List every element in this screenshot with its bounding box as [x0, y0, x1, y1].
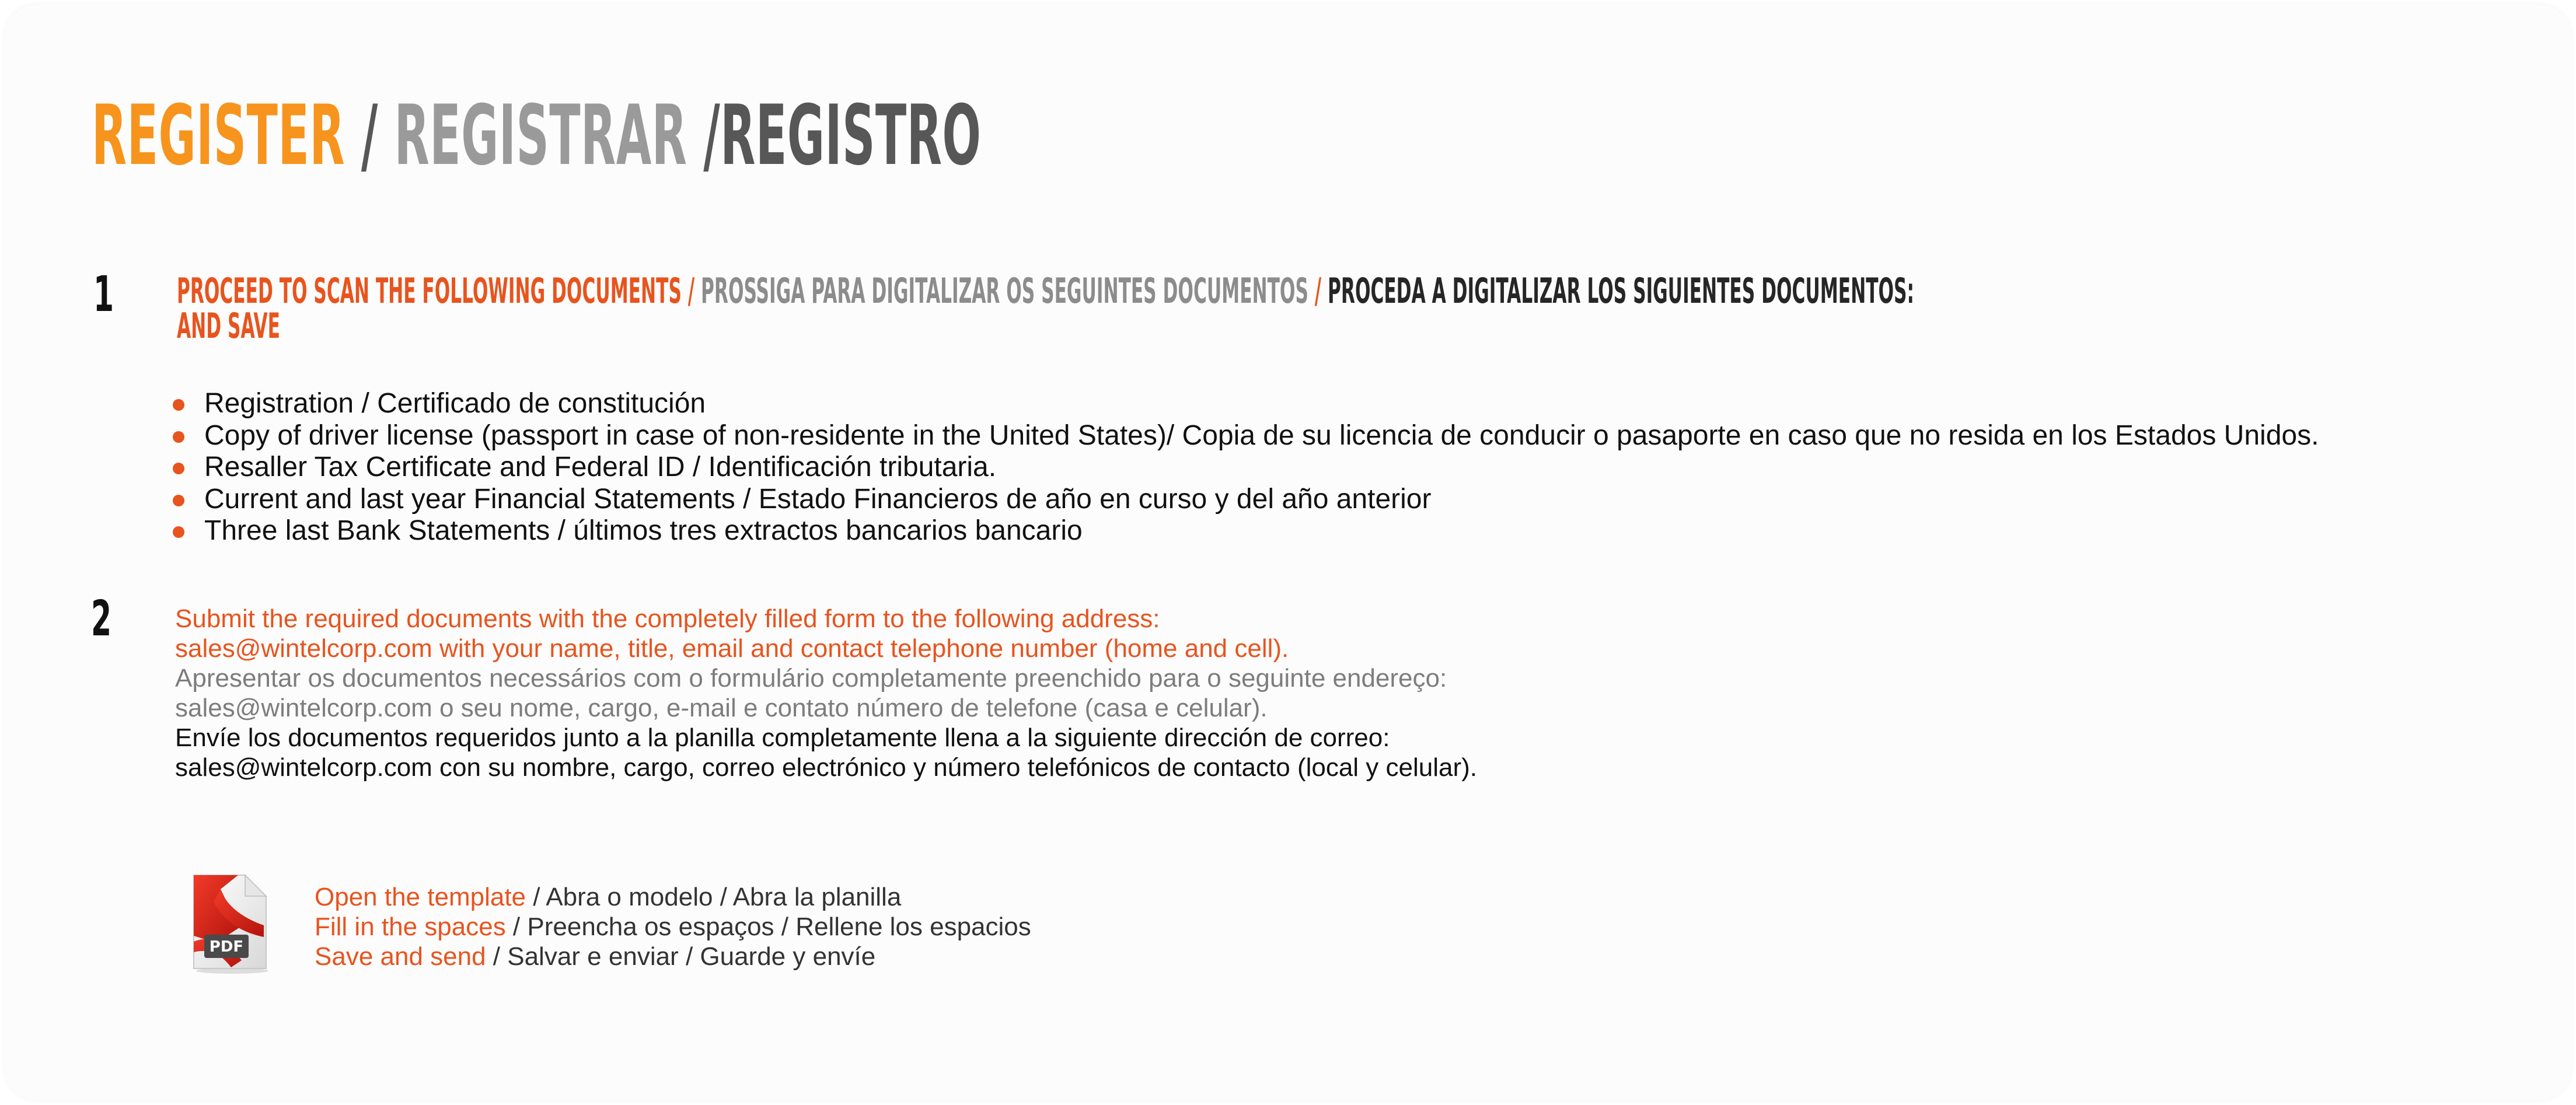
heading-separator-1: / — [681, 271, 701, 312]
title-registrar: REGISTRAR — [394, 88, 687, 184]
document-item: Copy of driver license (passport in case of non-residente in the United States)/ Copia de su licencia de conducir o pasaporte en caso que no resida en los Estados Unidos. — [173, 420, 2319, 452]
open-template-link[interactable]: Open the template — [315, 883, 526, 911]
instruction-fill — [315, 912, 1031, 942]
step-2-line-pt-2: sales@wintelcorp.com o seu nome, cargo, e-mail e contato número de telefone (casa e celular). — [175, 694, 1268, 722]
step-1-number: 1 — [93, 265, 114, 323]
heading-separator-2: / — [1308, 271, 1328, 312]
fill-spaces-text: Fill in the spaces — [315, 912, 506, 941]
title-separator-1: / — [345, 88, 395, 184]
pdf-instructions — [315, 882, 1031, 971]
step-1-heading-es: PROCEDA A DIGITALIZAR LOS SIGUIENTES DOCUMENTOS: — [1328, 271, 1914, 312]
step-2-line-en-1: Submit the required documents with the completely filled form to the following address: — [175, 604, 1160, 633]
document-item: Three last Bank Statements / últimos tres extractos bancarios bancario — [173, 515, 2319, 547]
step-2-line-es-2: sales@wintelcorp.com con su nombre, cargo, correo electrónico y número telefónicos de contacto (local y celular). — [175, 753, 1478, 782]
step-1-heading-line-2: AND SAVE — [177, 306, 280, 347]
step-1-heading — [177, 271, 1914, 347]
pdf-icon-label: PDF — [209, 938, 244, 956]
document-list — [173, 388, 2319, 547]
title-registro: REGISTRO — [720, 88, 982, 184]
instruction-save-rest: / Salvar e enviar / Guarde y envíe — [486, 942, 876, 971]
step-1-heading-en: PROCEED TO SCAN THE FOLLOWING DOCUMENTS — [177, 271, 682, 312]
pdf-file-icon[interactable] — [188, 872, 272, 974]
step-1-heading-pt: PROSSIGA PARA DIGITALIZAR OS SEGUINTES DOCUMENTOS — [701, 271, 1308, 312]
step-2-line-en-2: sales@wintelcorp.com with your name, title, email and contact telephone number (home and cell). — [175, 634, 1289, 663]
step-2-instructions — [175, 604, 1477, 782]
step-2-line-es-1: Envíe los documentos requeridos junto a la planilla completamente llena a la siguiente dirección de correo: — [175, 723, 1390, 752]
instruction-open-rest: / Abra o modelo / Abra la planilla — [526, 883, 902, 911]
document-item: Current and last year Financial Statements / Estado Financieros de año en curso y del año anterior — [173, 484, 2319, 516]
title-register: REGISTER — [92, 88, 345, 184]
instruction-open — [315, 882, 1031, 912]
step-2-line-pt-1: Apresentar os documentos necessários com o formulário completamente preenchido para o seguinte endereço: — [175, 664, 1447, 693]
instruction-save — [315, 942, 1031, 971]
instruction-fill-rest: / Preencha os espaços / Rellene los espacios — [505, 912, 1031, 941]
title-separator-2: / — [687, 88, 721, 184]
document-item: Registration / Certificado de constitución — [173, 388, 2319, 420]
page-title — [92, 88, 982, 184]
step-2-number: 2 — [91, 590, 112, 647]
document-item: Resaller Tax Certificate and Federal ID / Identificación tributaria. — [173, 452, 2319, 484]
save-send-text: Save and send — [315, 942, 486, 971]
